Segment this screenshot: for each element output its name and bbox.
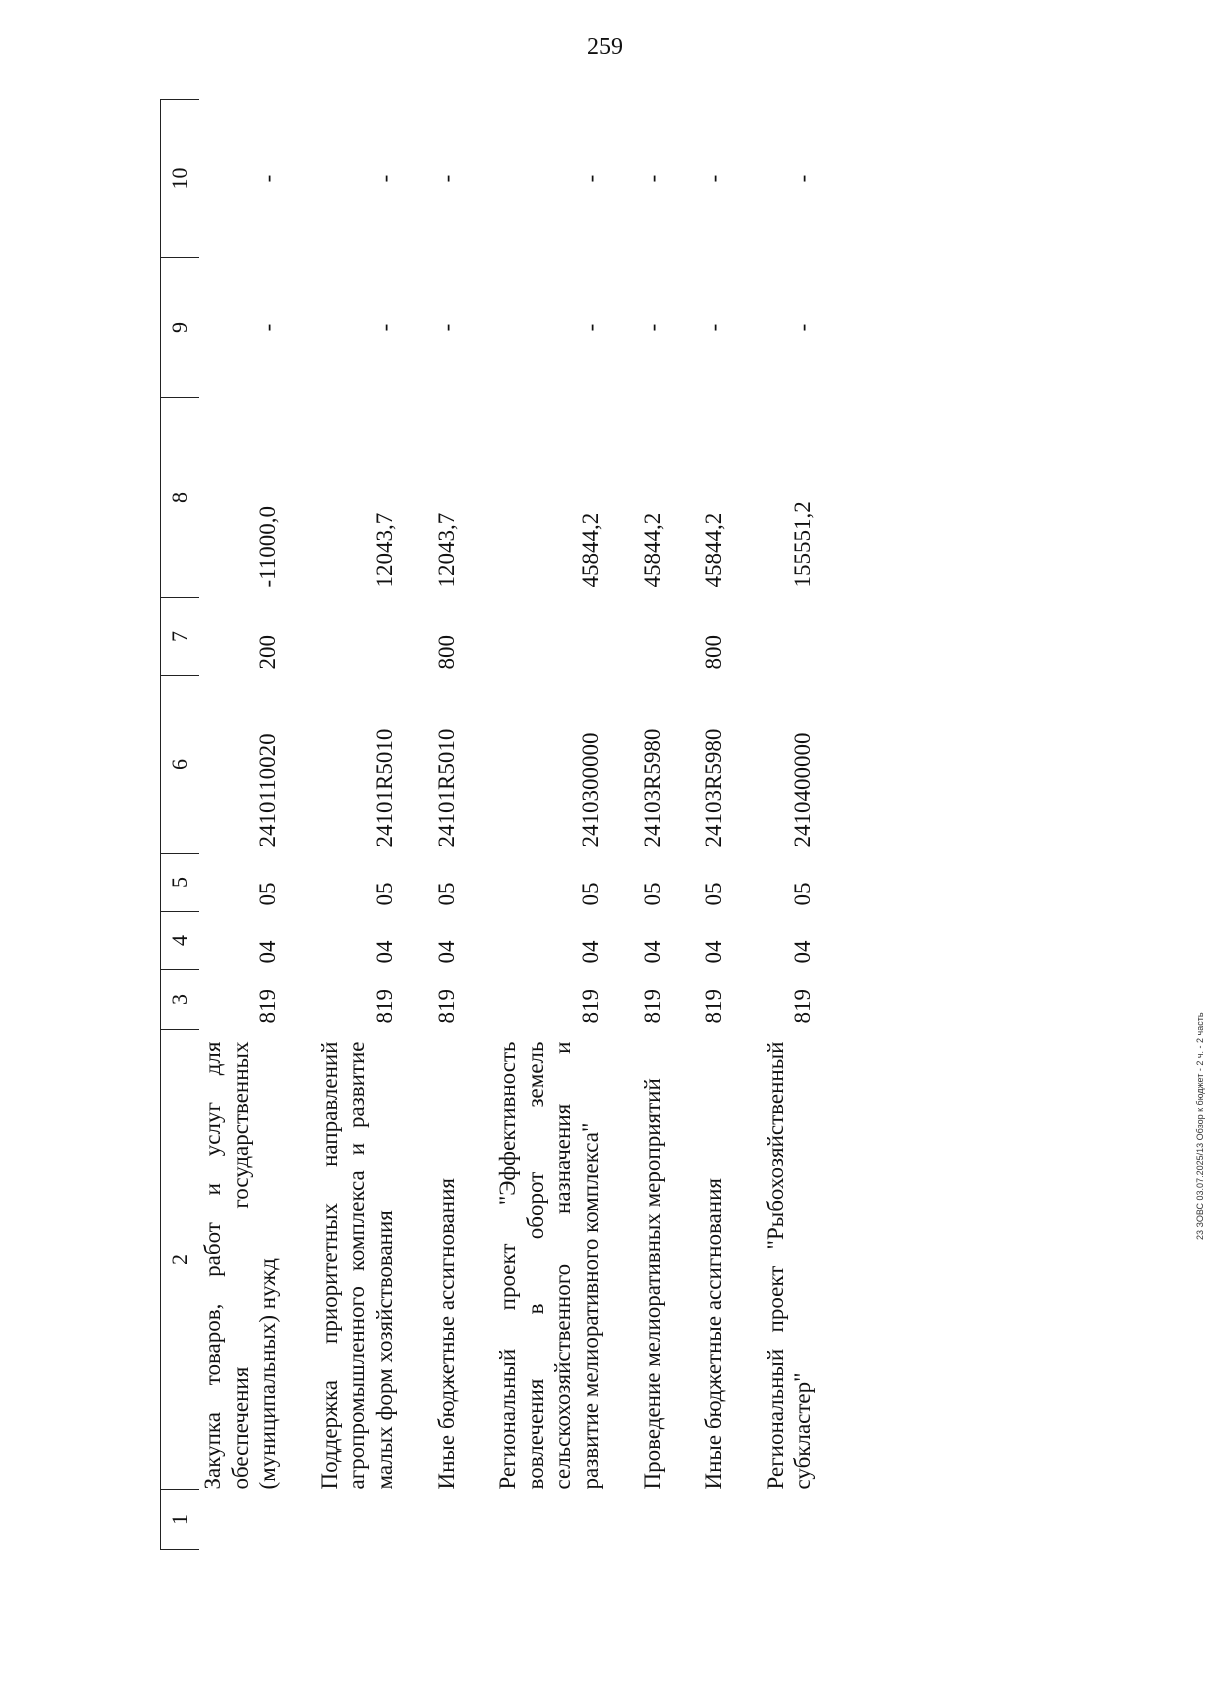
cell-c3: 819	[255, 989, 281, 1024]
cell-c10: -	[433, 174, 459, 183]
row-name: Проведение мелиоративных мероприятий	[639, 1078, 665, 1490]
row-name: Региональный проект "Рыбохозяйственный субкластер"	[762, 1041, 816, 1490]
table-row	[494, 100, 604, 1550]
cell-c7	[316, 598, 399, 676]
cell-c6: 2410400000	[790, 732, 816, 848]
cell-c3: 819	[577, 989, 603, 1024]
cell-c10: -	[255, 174, 281, 183]
table-header-row	[161, 100, 200, 1550]
row-name: Закупка товаров, работ и услуг для обеспечения государственных (муниципальных) нужд	[200, 1041, 281, 1490]
cell-c10: -	[701, 174, 727, 183]
column-header: 3	[161, 970, 200, 1030]
cell-c7	[639, 598, 667, 676]
cell-c5: 05	[577, 882, 603, 906]
cell-c9: -	[790, 323, 816, 332]
cell-c5: 05	[371, 882, 397, 906]
cell-c3: 819	[790, 989, 816, 1024]
footer-note: 23 ЗОВС 03.07.2025/13 Обзор к бюджет - 2 ч. - 2 часть	[1195, 1012, 1205, 1240]
cell-c8: 12043,7	[371, 512, 397, 588]
cell-c5: 05	[790, 882, 816, 906]
table-row	[762, 100, 817, 1550]
cell-c4: 04	[255, 940, 281, 964]
cell-c9: -	[701, 323, 727, 332]
cell-c3: 819	[433, 989, 459, 1024]
cell-c6: 24101R5010	[371, 728, 397, 848]
column-header: 9	[161, 258, 200, 398]
cell-c5: 05	[639, 882, 665, 906]
page-number: 259	[587, 34, 623, 60]
table-row	[433, 100, 461, 1550]
row-name: Поддержка приоритетных направлений агропромышленного комплекса и развитие малых форм хозяйствования	[316, 1041, 397, 1490]
cell-c4: 04	[790, 940, 816, 964]
cell-c8: 12043,7	[433, 512, 459, 588]
cell-c4: 04	[577, 940, 603, 964]
cell-c6: 2410110020	[255, 733, 281, 848]
cell-c6: 24103R5980	[639, 728, 665, 848]
rotated-table-container	[160, 100, 1030, 1550]
row-name: Региональный проект "Эффективность вовлечения в оборот земель сельскохозяйственного назначения и развитие мелиоративного комплекса"	[495, 1041, 603, 1490]
row-name: Иные бюджетные ассигнования	[701, 1178, 727, 1490]
cell-c9: -	[433, 323, 459, 332]
cell-c8: 45844,2	[701, 512, 727, 588]
column-header: 8	[161, 398, 200, 598]
column-header: 10	[161, 100, 200, 258]
cell-c4: 04	[433, 940, 459, 964]
column-header: 5	[161, 854, 200, 912]
cell-c10: -	[577, 174, 603, 183]
row-name: Иные бюджетные ассигнования	[433, 1178, 459, 1490]
cell-c8: 155551,2	[790, 501, 816, 588]
cell-c6: 24101R5010	[433, 728, 459, 848]
column-header: 1	[161, 1490, 200, 1550]
cell-c8: 45844,2	[577, 512, 603, 588]
cell-c6: 2410300000	[577, 732, 603, 848]
cell-c7	[762, 598, 817, 676]
cell-c8: 45844,2	[639, 512, 665, 588]
cell-c9: -	[577, 323, 603, 332]
cell-c10: -	[790, 174, 816, 183]
cell-c4: 04	[639, 940, 665, 964]
cell-c3: 819	[701, 989, 727, 1024]
column-header: 6	[161, 676, 200, 854]
cell-c10: -	[371, 174, 397, 183]
cell-c6: 24103R5980	[701, 728, 727, 848]
cell-c3: 819	[371, 989, 397, 1024]
cell-c9: -	[371, 323, 397, 332]
cell-c10: -	[639, 174, 665, 183]
column-header: 7	[161, 598, 200, 676]
cell-c5: 05	[701, 882, 727, 906]
budget-table	[160, 99, 817, 1550]
cell-c3: 819	[639, 989, 665, 1024]
cell-c4: 04	[371, 940, 397, 964]
column-header: 4	[161, 912, 200, 970]
table-row	[316, 100, 399, 1550]
cell-c7: 800	[433, 635, 459, 670]
cell-c9: -	[255, 323, 281, 332]
cell-c7: 200	[255, 635, 281, 670]
cell-c5: 05	[255, 882, 281, 906]
cell-c5: 05	[433, 882, 459, 906]
cell-c9: -	[639, 323, 665, 332]
table-row	[199, 100, 282, 1550]
cell-c7: 800	[701, 635, 727, 670]
cell-c4: 04	[701, 940, 727, 964]
cell-c7	[494, 598, 604, 676]
table-row	[639, 100, 667, 1550]
cell-c8: -11000,0	[255, 505, 281, 588]
column-header: 2	[161, 1030, 200, 1490]
table-row	[700, 100, 728, 1550]
